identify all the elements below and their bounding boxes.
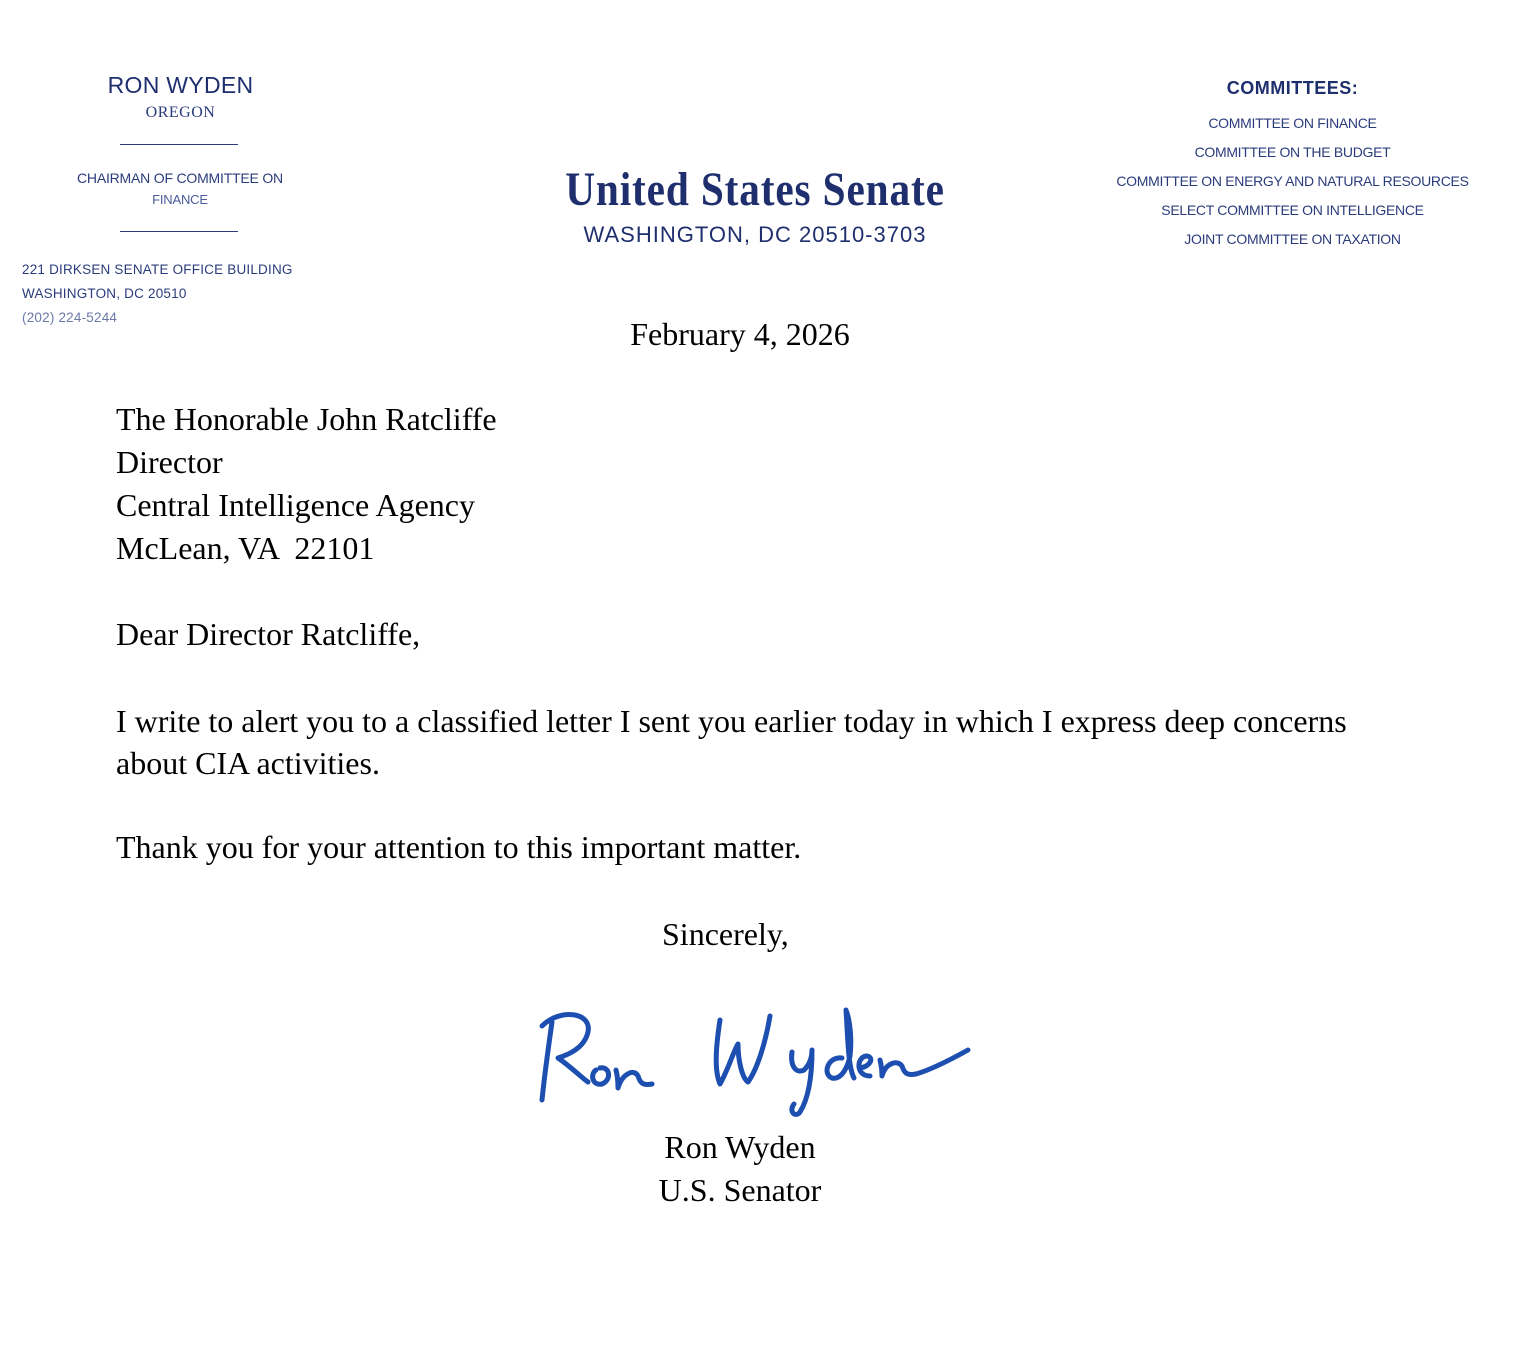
salutation: Dear Director Ratcliffe, bbox=[116, 616, 421, 652]
signer-name: Ron Wyden bbox=[664, 1129, 816, 1165]
chair-title: CHAIRMAN OF COMMITTEE ON bbox=[77, 170, 283, 186]
senator-name: RON WYDEN bbox=[107, 72, 254, 98]
committee-item: SELECT COMMITTEE ON INTELLIGENCE bbox=[1161, 202, 1424, 218]
masthead bbox=[460, 160, 1050, 248]
signature-block bbox=[640, 1126, 840, 1212]
recipient-line: Director bbox=[116, 444, 223, 480]
divider bbox=[120, 144, 238, 145]
signer-title: U.S. Senator bbox=[658, 1172, 822, 1208]
committee-item: COMMITTEE ON ENERGY AND NATURAL RESOURCES bbox=[1116, 173, 1469, 189]
masthead-title: United States Senate bbox=[565, 163, 945, 216]
divider bbox=[120, 231, 238, 232]
office-address-line-2: WASHINGTON, DC 20510 bbox=[22, 286, 187, 301]
committee-item: COMMITTEE ON FINANCE bbox=[1208, 115, 1377, 131]
committees-list bbox=[1090, 78, 1495, 254]
body-paragraph: Thank you for your attention to this important matter. bbox=[116, 829, 802, 865]
office-address-line-1: 221 DIRKSEN SENATE OFFICE BUILDING bbox=[22, 262, 293, 277]
recipient-line: McLean, VA 22101 bbox=[116, 530, 375, 566]
letter-date: February 4, 2026 bbox=[630, 316, 850, 352]
recipient-line: The Honorable John Ratcliffe bbox=[116, 401, 497, 437]
chair-committee: FINANCE bbox=[152, 192, 208, 207]
office-phone: (202) 224-5244 bbox=[22, 310, 118, 325]
committee-item: COMMITTEE ON THE BUDGET bbox=[1194, 144, 1391, 160]
committees-heading: COMMITTEES: bbox=[1226, 78, 1359, 98]
signature bbox=[530, 1000, 990, 1120]
recipient-address bbox=[116, 398, 497, 570]
recipient-line: Central Intelligence Agency bbox=[116, 487, 475, 523]
senator-state: OREGON bbox=[145, 104, 216, 121]
committee-item: JOINT COMMITTEE ON TAXATION bbox=[1184, 231, 1401, 247]
closing: Sincerely, bbox=[662, 916, 789, 952]
body-paragraph: I write to alert you to a classified letter I sent you earlier today in which I express deep concerns about CIA activities. bbox=[116, 703, 1347, 781]
masthead-address: WASHINGTON, DC 20510-3703 bbox=[583, 222, 927, 247]
